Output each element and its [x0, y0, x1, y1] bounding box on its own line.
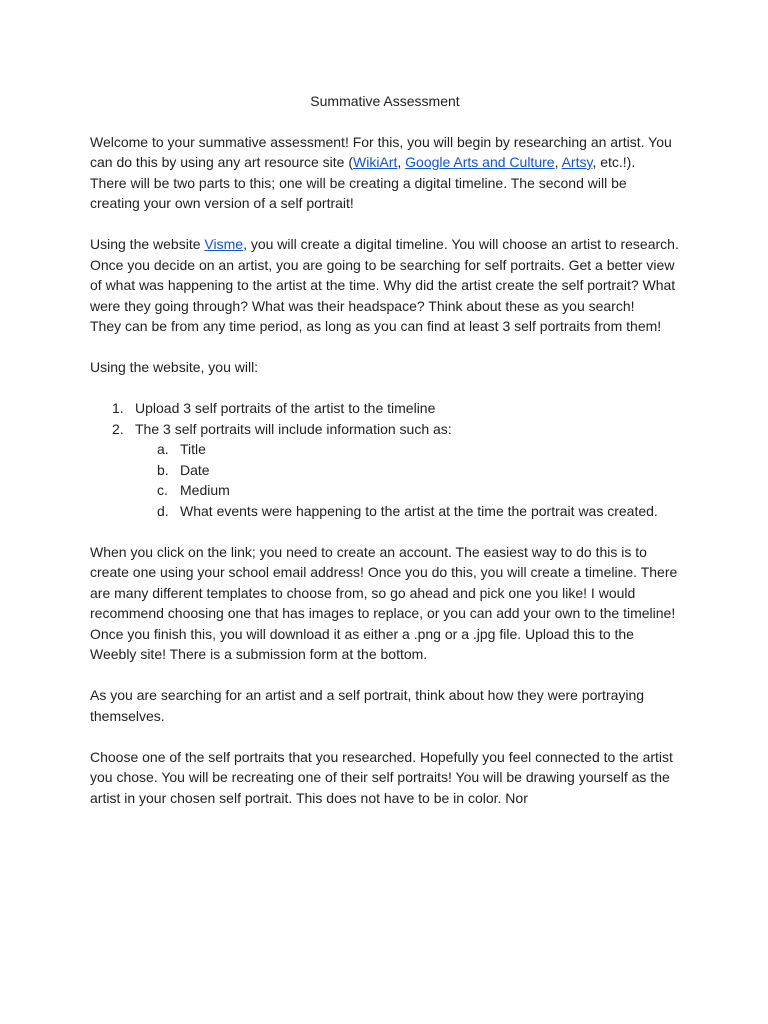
intro-text: Welcome to your summative assessment! For this, you will begin by researching an artist. You can do this by using any art resource site ( [90, 133, 672, 170]
steps-list [90, 398, 680, 521]
wikiart-link[interactable]: WikiArt [353, 154, 398, 170]
intro-paragraph [90, 132, 680, 173]
sub-list-item-text: Title [180, 441, 206, 457]
intro-text-end: , etc.!). [592, 154, 636, 170]
sub-list-item [135, 460, 680, 481]
blank-line [90, 214, 680, 235]
two-parts-paragraph: There will be two parts to this; one will be creating a digital timeline. The second will be creating your own version of a self portrait! [90, 174, 627, 211]
sub-list-item-letter: b. [157, 461, 169, 478]
timeline-paragraph [90, 234, 680, 316]
list-item-number: 2. [112, 420, 124, 437]
google-arts-link[interactable]: Google Arts and Culture [405, 154, 555, 170]
sub-list-item-text: Date [180, 461, 210, 478]
blank-line [90, 665, 680, 686]
sub-list-item [135, 480, 680, 501]
intro-separator: , [554, 154, 562, 170]
choose-paragraph: Choose one of the self portraits that you researched. Hopefully you feel connected to the artist you chose. You will be recreating one of their self portraits! You will be drawing yourself as the artist in your chosen self portrait. This does not have to be in color. Nor [90, 748, 673, 806]
list-item-text: Upload 3 self portraits of the artist to the timeline [135, 400, 436, 416]
using-website-paragraph: Using the website, you will: [90, 359, 259, 375]
blank-line [90, 337, 680, 358]
searching-paragraph: As you are searching for an artist and a self portrait, think about how they were portraying themselves. [90, 687, 645, 724]
blank-line [90, 521, 680, 542]
time-period-paragraph: They can be from any time period, as long as you can find at least 3 self portraits from them! [90, 318, 662, 334]
timeline-text: Using the website [90, 236, 205, 252]
intro-separator: , [397, 154, 406, 170]
sub-list-item [135, 439, 680, 460]
page-title: Summative Assessment [310, 93, 460, 109]
sub-list-item [135, 501, 680, 522]
substeps-list [135, 439, 680, 521]
sub-list-item-text: Medium [180, 482, 230, 498]
list-item-text: The 3 self portraits will include information such as: [135, 420, 452, 437]
sub-list-item-letter: d. [157, 502, 169, 519]
artsy-link[interactable]: Artsy [561, 154, 593, 170]
list-item [90, 419, 680, 522]
sub-list-item-letter: c. [157, 482, 168, 498]
sub-list-item-letter: a. [157, 441, 169, 457]
sub-list-item-text: What events were happening to the artist at the time the portrait was created. [180, 502, 658, 519]
list-item-number: 1. [112, 400, 124, 416]
account-paragraph: When you click on the link; you need to create an account. The easiest way to do this is to create one using your school email address! Once you do this, you will create a timeline. There are many different templates to choose from, so go ahead and pick one you like! I would recommend choosing one that has images to replace, or you can add your own to the timeline! Once you finish this, you will download it as either a .png or a .jpg file. Upload this to the Weebly site! There is a submission form at the bottom. [90, 543, 678, 662]
visme-link[interactable]: Visme [204, 236, 244, 252]
list-item [90, 398, 680, 419]
timeline-text-end: , you will create a digital timeline. You will choose an artist to research. Once you decide on an artist, you are going to be searching for self portraits. Get a better view of what was happening to the artist at the time. Why did the artist create the self portrait? What were they going through? What was their headspace? Think about these as you search! [90, 236, 679, 314]
blank-line [90, 378, 680, 399]
blank-line [90, 726, 680, 747]
document-page [90, 91, 680, 808]
